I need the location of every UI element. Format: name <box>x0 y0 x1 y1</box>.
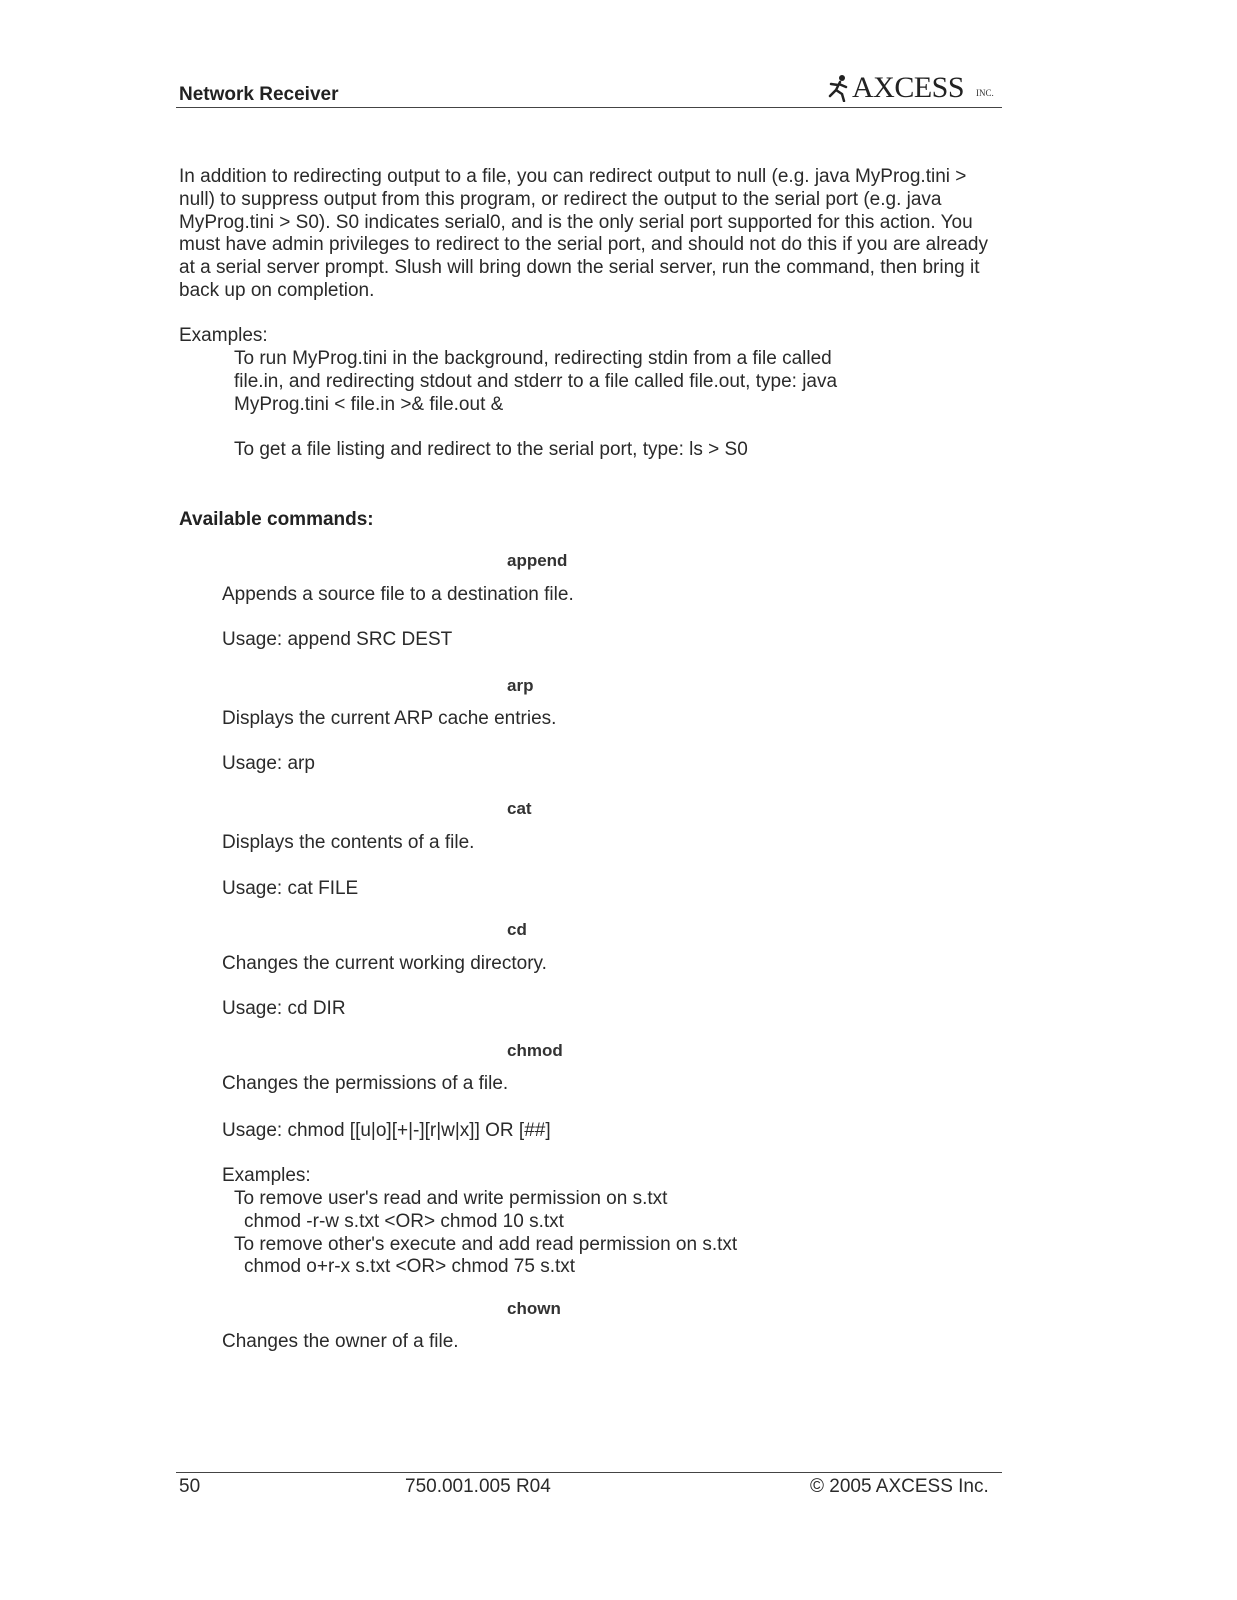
runner-logo-icon <box>826 74 852 102</box>
command-usage-cat: Usage: cat FILE <box>222 878 359 899</box>
chmod-example-line-3: To remove other's execute and add read permission on s.txt <box>234 1234 738 1255</box>
chmod-example-line-4: chmod o+r-x s.txt <OR> chmod 75 s.txt <box>244 1256 576 1277</box>
command-usage-cd: Usage: cd DIR <box>222 998 346 1019</box>
command-name-chown: chown <box>507 1299 561 1318</box>
chmod-example-line-1: To remove user's read and write permission on s.txt <box>234 1188 668 1209</box>
examples-label: Examples: <box>179 325 268 346</box>
chmod-examples-label: Examples: <box>222 1165 311 1186</box>
footer-divider <box>176 1472 1002 1473</box>
header-divider <box>176 107 1002 108</box>
command-description-append: Appends a source file to a destination file. <box>222 584 574 605</box>
copyright-notice: © 2005 AXCESS Inc. <box>810 1476 989 1497</box>
command-usage-chmod: Usage: chmod [[u|o][+|-][r|w|x]] OR [##] <box>222 1120 551 1141</box>
available-commands-heading: Available commands: <box>179 509 374 530</box>
page-number: 50 <box>179 1476 201 1497</box>
command-description-cd: Changes the current working directory. <box>222 953 547 974</box>
header-title: Network Receiver <box>179 84 339 105</box>
command-usage-append: Usage: append SRC DEST <box>222 629 453 650</box>
command-description-cat: Displays the contents of a file. <box>222 832 475 853</box>
example-paragraph-1: To run MyProg.tini in the background, redirecting stdin from a file called file.in, and redirecting stdout and stderr to a file called file.out, type: java MyProg.tini < file.in >& file.out & <box>234 348 838 415</box>
logo-inc: INC. <box>976 88 994 98</box>
chmod-example-line-2: chmod -r-w s.txt <OR> chmod 10 s.txt <box>244 1211 564 1232</box>
document-id: 750.001.005 R04 <box>405 1476 551 1497</box>
command-description-chown: Changes the owner of a file. <box>222 1331 459 1352</box>
command-description-chmod: Changes the permissions of a file. <box>222 1073 509 1094</box>
command-name-chmod: chmod <box>507 1041 563 1060</box>
intro-paragraph: In addition to redirecting output to a file, you can redirect output to null (e.g. java MyProg.tini > null) to suppress output from this program, or redirect the output to the serial port (e.g. java MyProg.tini > S0). S0 indicates serial0, and is the only serial port supported for this action. You must have admin privileges to redirect to the serial port, and should not do this if you are already at a serial server prompt. Slush will bring down the serial server, run the command, then bring it back up on completion. <box>179 166 988 301</box>
command-name-cd: cd <box>507 920 527 939</box>
command-name-cat: cat <box>507 799 532 818</box>
logo-wordmark: AXCESS <box>852 71 965 104</box>
command-usage-arp: Usage: arp <box>222 753 315 774</box>
command-name-arp: arp <box>507 676 534 695</box>
example-paragraph-2: To get a file listing and redirect to the serial port, type: ls > S0 <box>234 439 748 460</box>
company-logo <box>826 72 1002 104</box>
command-name-append: append <box>507 551 568 570</box>
command-description-arp: Displays the current ARP cache entries. <box>222 708 557 729</box>
